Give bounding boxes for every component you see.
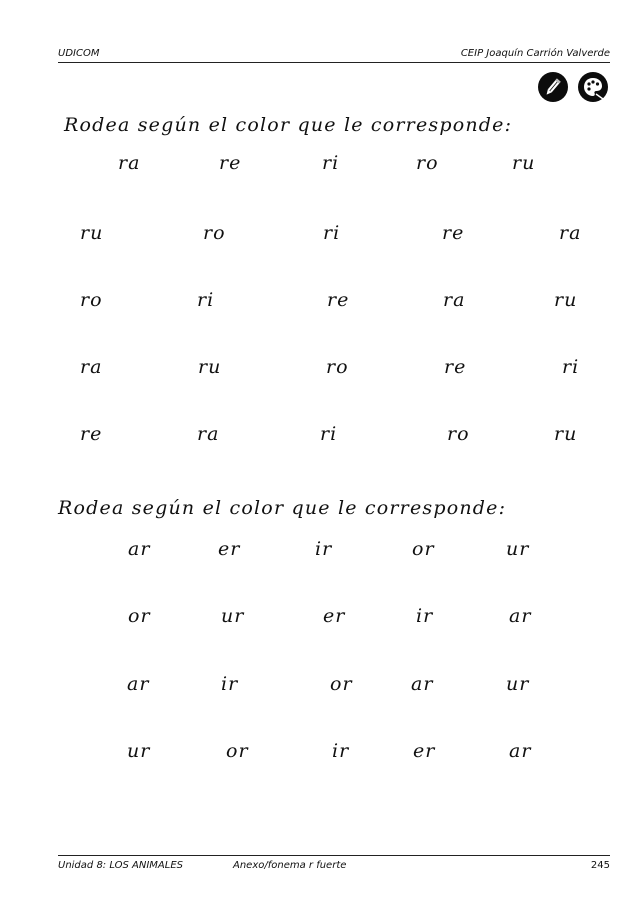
header-left: UDICOM [58, 48, 100, 59]
syllable[interactable]: ur [127, 740, 151, 762]
syllable[interactable]: ir [416, 605, 434, 627]
legend-syllable: ri [322, 152, 340, 174]
syllable[interactable]: ar [411, 673, 434, 695]
legend-syllable: ra [118, 152, 141, 174]
syllable[interactable]: or [128, 605, 151, 627]
syllable[interactable]: er [413, 740, 436, 762]
syllable[interactable]: ru [198, 356, 222, 378]
syllable[interactable]: re [327, 289, 350, 311]
syllable[interactable]: ri [197, 289, 215, 311]
syllable[interactable]: ir [221, 673, 239, 695]
footer-divider [58, 855, 610, 856]
syllable[interactable]: ru [554, 423, 578, 445]
syllable[interactable]: or [226, 740, 249, 762]
syllable[interactable]: ar [509, 605, 532, 627]
syllable[interactable]: ri [323, 222, 341, 244]
syllable[interactable]: ri [320, 423, 338, 445]
syllable[interactable]: re [444, 356, 467, 378]
syllable[interactable]: re [442, 222, 465, 244]
syllable[interactable]: ra [559, 222, 582, 244]
syllable[interactable]: ur [506, 673, 530, 695]
legend-syllable: ar [128, 538, 151, 560]
syllable[interactable]: ir [332, 740, 350, 762]
syllable[interactable]: ar [509, 740, 532, 762]
pencil-icon [538, 72, 568, 102]
instruction-2: Rodea según el color que le corresponde: [58, 497, 507, 519]
syllable[interactable]: ro [203, 222, 226, 244]
syllable[interactable]: ri [562, 356, 580, 378]
syllable[interactable]: ru [554, 289, 578, 311]
syllable[interactable]: ra [80, 356, 103, 378]
palette-icon [578, 72, 608, 102]
legend-syllable: ir [315, 538, 333, 560]
footer-unit: Unidad 8: LOS ANIMALES [58, 860, 183, 871]
legend-syllable: ro [416, 152, 439, 174]
syllable[interactable]: ar [127, 673, 150, 695]
syllable[interactable]: ru [80, 222, 104, 244]
legend-syllable: or [412, 538, 435, 560]
legend-syllable: re [219, 152, 242, 174]
syllable[interactable]: ro [80, 289, 103, 311]
instruction-1: Rodea según el color que le corresponde: [64, 114, 513, 136]
legend-syllable: er [218, 538, 241, 560]
syllable[interactable]: ro [447, 423, 470, 445]
header-right: CEIP Joaquín Carrión Valverde [460, 48, 610, 59]
syllable[interactable]: ra [443, 289, 466, 311]
page-number: 245 [590, 860, 610, 871]
legend-syllable: ur [506, 538, 530, 560]
syllable[interactable]: er [323, 605, 346, 627]
legend-syllable: ru [512, 152, 536, 174]
footer-annex: Anexo/fonema r fuerte [233, 860, 347, 871]
syllable[interactable]: ro [326, 356, 349, 378]
header-divider [58, 62, 610, 63]
syllable[interactable]: re [80, 423, 103, 445]
syllable[interactable]: ra [197, 423, 220, 445]
syllable[interactable]: or [330, 673, 353, 695]
syllable[interactable]: ur [221, 605, 245, 627]
